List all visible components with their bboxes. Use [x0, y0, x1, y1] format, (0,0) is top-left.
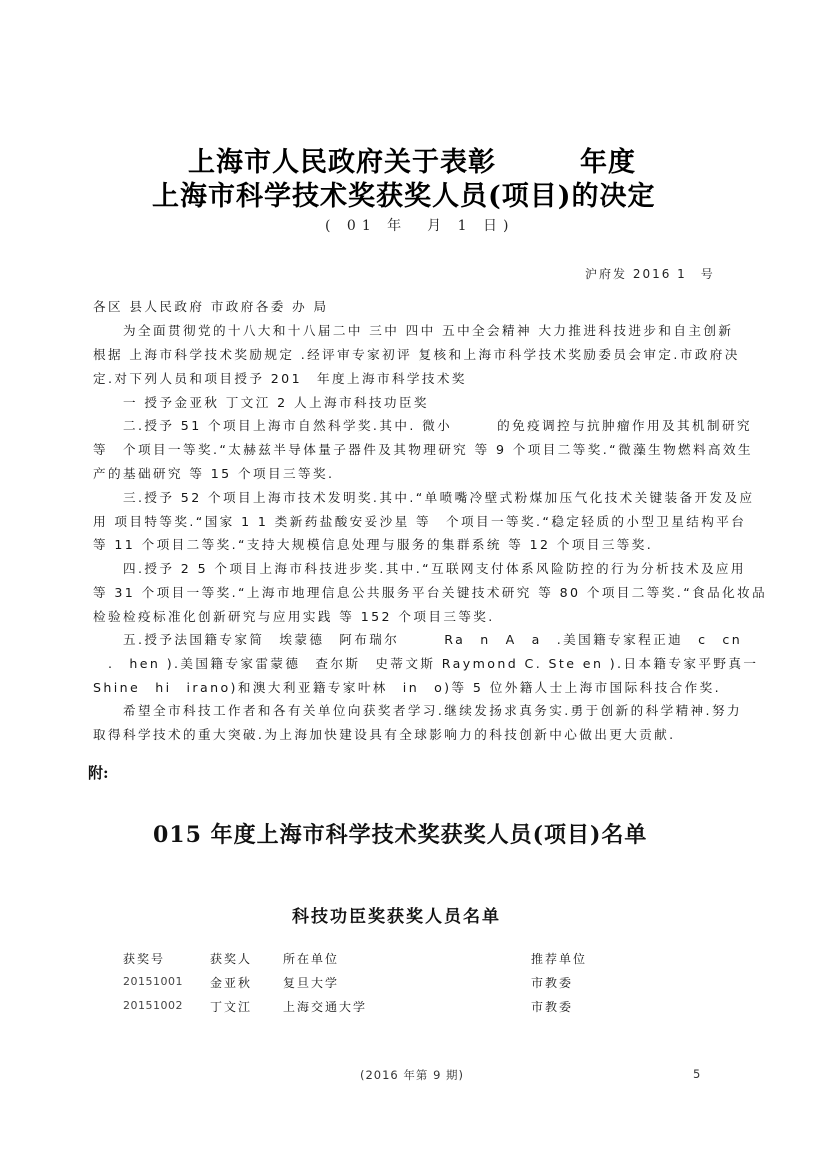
body-line: 取得科学技术的重大突破.为上海加快建设具有全球影响力的科技创新中心做出更大贡献. [93, 727, 676, 742]
cell-institution: 上海交通大学 [283, 1000, 368, 1014]
header-award-number: 获奖号 [123, 952, 166, 966]
body-line: 等 31 个项目一等奖.“上海市地理信息公共服务平台关键技术研究 等 80 个项目二等奖.“食品化妆品 [93, 585, 768, 600]
header-institution: 所在单位 [283, 952, 340, 966]
body-line: 等 个项目一等奖.“太赫兹半导体量子器件及其物理研究 等 9 个项目二等奖.“微藻生物燃料高效生 [93, 442, 754, 457]
body-line: 希望全市科技工作者和各有关单位向获奖者学习.继续发扬求真务实.勇于创新的科学精神.努力 [93, 703, 742, 718]
body-line: 一 授予金亚秋 丁文江 2 人上海市科技功臣奖 [93, 395, 429, 410]
body-line: 检验检疫标准化创新研究与应用实践 等 152 个项目三等奖. [93, 609, 495, 624]
footer-issue: (2016 年第 9 期) [360, 1068, 465, 1082]
body-line: 为全面贯彻党的十八大和十八届二中 三中 四中 五中全会精神 大力推进科技进步和自主创新 [93, 323, 734, 338]
section-title: 科技功臣奖获奖人员名单 [292, 907, 501, 927]
cell-nominating-unit: 市教委 [531, 1000, 574, 1014]
cell-institution: 复旦大学 [283, 976, 340, 990]
body-line: 四.授予 2 5 个项目上海市科技进步奖.其中.“互联网支付体系风险防控的行为分析技术及应用 [93, 561, 746, 576]
cell-awardee: 丁文江 [210, 1000, 253, 1014]
cell-award-number: 20151001 [123, 975, 183, 988]
document-date: ( 01 年 月 1 日) [325, 218, 515, 234]
body-line: 等 11 个项目二等奖.“支持大规模信息处理与服务的集群系统 等 12 个项目三等奖. [93, 537, 654, 552]
body-line: 二.授予 51 个项目上海市自然科学奖.其中. 微小 的免疫调控与抗肿瘤作用及其机制研究 [93, 418, 752, 433]
body-line: . hen ).美国籍专家雷蒙德 查尔斯 史蒂文斯 Raymond C. Ste en ).日本籍专家平野真一 [93, 656, 759, 671]
body-line: 三.授予 52 个项目上海市技术发明奖.其中.“单喷嘴冷壁式粉煤加压气化技术关键装备开发及应 [93, 490, 755, 505]
body-line: 定.对下列人员和项目授予 201 年度上海市科学技术奖 [93, 371, 467, 386]
page-number: 5 [693, 1067, 702, 1081]
document-number: 沪府发 2016 1 号 [585, 267, 715, 281]
cell-award-number: 20151002 [123, 999, 183, 1012]
body-line: Shine hi irano)和澳大利亚籍专家叶林 in o)等 5 位外籍人士上海市国际科技合作奖. [93, 680, 722, 695]
cell-nominating-unit: 市教委 [531, 976, 574, 990]
header-nominating-unit: 推荐单位 [531, 952, 588, 966]
document-title-line-1: 上海市人民政府关于表彰 年度 [188, 147, 636, 178]
body-line: 产的基础研究 等 15 个项目三等奖. [93, 466, 335, 481]
document-title-line-2: 上海市科学技术奖获奖人员(项目)的决定 [152, 181, 656, 212]
appendix-title: 015 年度上海市科学技术奖获奖人员(项目)名单 [153, 822, 648, 848]
body-line: 用 项目特等奖.“国家 1 1 类新药盐酸安妥沙星 等 个项目一等奖.“稳定轻质的小型卫星结构平台 [93, 514, 747, 529]
body-line: 根据 上海市科学技术奖励规定 .经评审专家初评 复核和上海市科学技术奖励委员会审定.市政府决 [93, 347, 740, 362]
appendix-label: 附: [88, 764, 109, 782]
addressee: 各区 县人民政府 市政府各委 办 局 [93, 299, 329, 314]
body-line: 五.授予法国籍专家简 埃蒙德 阿布瑞尔 Ra n A a .美国籍专家程正迪 c cn [93, 632, 743, 647]
header-awardee: 获奖人 [210, 952, 253, 966]
cell-awardee: 金亚秋 [210, 976, 253, 990]
